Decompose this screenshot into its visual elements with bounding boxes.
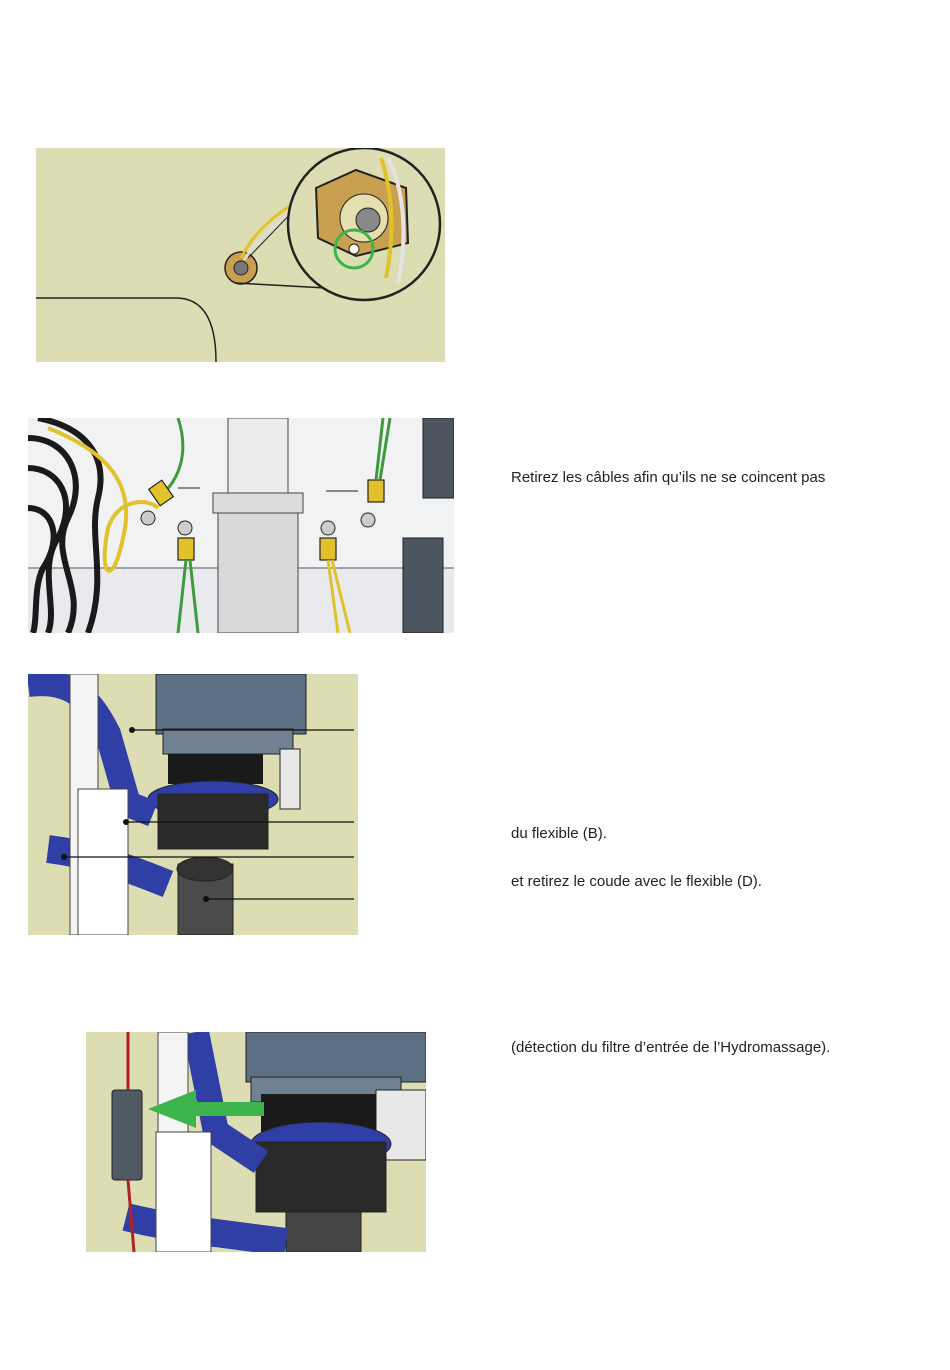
illustration-connector (86, 1032, 426, 1252)
step-caption-filter-detection: (détection du filtre d’entrée de l’Hydromassage). (511, 1039, 831, 1056)
connector-drawing (86, 1032, 426, 1252)
illustration-cables (28, 418, 454, 633)
illustration-ground-screw (36, 148, 445, 362)
illustration-pump-hoses (28, 674, 358, 935)
pump-hoses-drawing (28, 674, 358, 935)
cables-drawing (28, 418, 454, 633)
ground-screw-drawing (36, 148, 445, 362)
step-caption-hose-d: et retirez le coude avec le flexible (D). (511, 873, 762, 890)
step-caption-hose-b: du flexible (B). (511, 825, 607, 842)
step-caption-cables: Retirez les câbles afin qu’ils ne se coincent pas (511, 469, 826, 486)
